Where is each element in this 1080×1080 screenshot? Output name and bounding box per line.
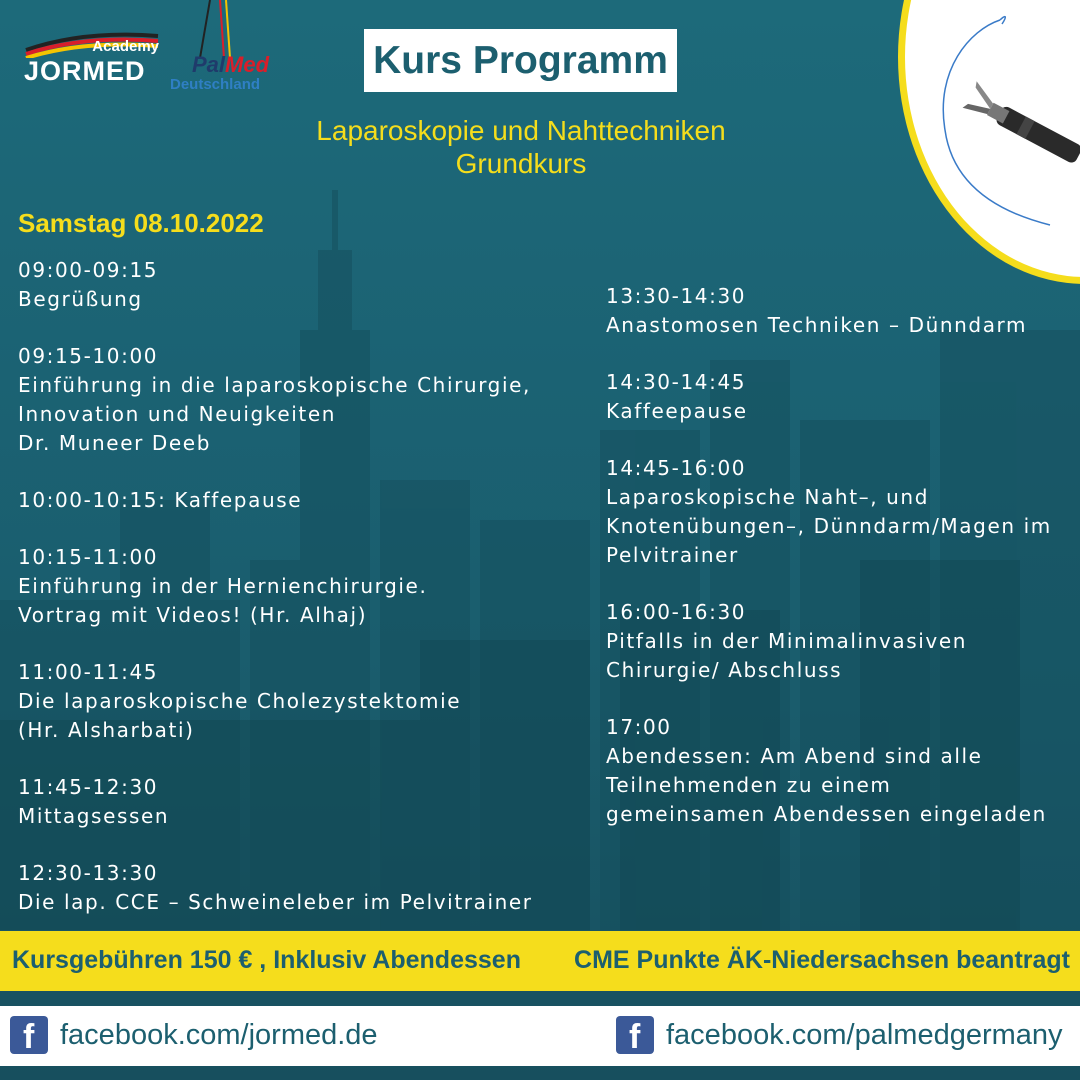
entry-description: Dr. Muneer Deeb xyxy=(18,431,212,455)
program-entry xyxy=(18,773,608,831)
subtitle-line-1: Laparoskopie und Nahttechniken xyxy=(316,115,726,146)
entry-time: 14:45-16:00 xyxy=(606,456,747,480)
entry-time: 11:00-11:45 xyxy=(18,660,159,684)
jormed-academy-text: Academy xyxy=(92,38,159,55)
entry-description: Einführung in der Hernienchirurgie. xyxy=(18,574,428,598)
entry-description: Mittagsessen xyxy=(18,804,170,828)
fee-bar xyxy=(0,931,1080,991)
jormed-logo xyxy=(20,20,165,90)
entry-description: Die laparoskopische Cholezystektomie xyxy=(18,689,462,713)
entry-time: 09:00-09:15 xyxy=(18,258,159,282)
cme-points-text: CME Punkte ÄK-Niedersachsen beantragt xyxy=(574,946,1070,974)
entry-description: Kaffeepause xyxy=(606,399,748,423)
program-date: Samstag 08.10.2022 xyxy=(18,208,264,238)
palmed-name-text xyxy=(192,52,269,78)
palmed-country-text: Deutschland xyxy=(170,76,261,93)
entry-description: Innovation und Neuigkeiten xyxy=(18,402,336,426)
facebook-link-palmed[interactable] xyxy=(616,1016,1063,1054)
entry-time: 09:15-10:00 xyxy=(18,344,159,368)
program-right-column xyxy=(606,282,1076,857)
course-fee-text: Kursgebühren 150 € , Inklusiv Abendessen xyxy=(12,946,521,974)
entry-description: Vortrag mit Videos! (Hr. Alhaj) xyxy=(18,603,368,627)
facebook-link-jormed[interactable] xyxy=(10,1016,378,1054)
page-title: Kurs Programm xyxy=(364,29,677,92)
facebook-glyph: f xyxy=(629,1018,641,1056)
entry-time: 13:30-14:30 xyxy=(606,284,747,308)
facebook-icon xyxy=(10,1016,48,1054)
program-entry xyxy=(606,454,1076,570)
course-subtitle xyxy=(200,114,842,180)
entry-description: Pelvitrainer xyxy=(606,543,739,567)
program-entry xyxy=(18,256,608,314)
entry-time: 10:00-10:15: Kaffepause xyxy=(18,488,303,512)
entry-description: Die lap. CCE – Schweineleber im Pelvitrainer xyxy=(18,890,533,914)
facebook-jormed-text: facebook.com/jormed.de xyxy=(60,1018,378,1051)
program-entry xyxy=(18,342,608,458)
program-entry xyxy=(606,282,1076,340)
program-entry xyxy=(18,859,608,917)
entry-time: 12:30-13:30 xyxy=(18,861,159,885)
palmed-logo xyxy=(168,0,293,95)
facebook-icon xyxy=(616,1016,654,1054)
program-left-column xyxy=(18,256,608,945)
palmed-lines-icon xyxy=(188,0,248,60)
entry-time: 16:00-16:30 xyxy=(606,600,747,624)
program-entry xyxy=(18,658,608,745)
entry-description: (Hr. Alsharbati) xyxy=(18,718,195,742)
entry-description: Einführung in die laparoskopische Chirurgie, xyxy=(18,373,531,397)
entry-time: 17:00 xyxy=(606,715,672,739)
laparoscopic-instrument-icon xyxy=(930,10,1080,260)
entry-description: gemeinsamen Abendessen eingeladen xyxy=(606,802,1047,826)
entry-description: Knotenübungen–, Dünndarm/Magen im xyxy=(606,514,1052,538)
facebook-glyph: f xyxy=(23,1018,35,1056)
program-entry xyxy=(18,486,608,515)
jormed-name-text: JORMED xyxy=(24,56,146,86)
entry-time: 14:30-14:45 xyxy=(606,370,747,394)
entry-description: Laparoskopische Naht–, und xyxy=(606,485,929,509)
program-entry xyxy=(606,713,1076,829)
palmed-pal-text: Pal xyxy=(192,52,226,77)
facebook-palmed-text: facebook.com/palmedgermany xyxy=(666,1018,1063,1051)
subtitle-line-2: Grundkurs xyxy=(455,148,587,179)
entry-time: 10:15-11:00 xyxy=(18,545,159,569)
entry-description: Begrüßung xyxy=(18,287,143,311)
program-entry xyxy=(606,368,1076,426)
entry-description: Pitfalls in der Minimalinvasiven xyxy=(606,629,968,653)
social-bar xyxy=(0,1006,1080,1066)
entry-description: Abendessen: Am Abend sind alle xyxy=(606,744,983,768)
entry-description: Chirurgie/ Abschluss xyxy=(606,658,843,682)
entry-description: Anastomosen Techniken – Dünndarm xyxy=(606,313,1028,337)
program-entry xyxy=(606,598,1076,685)
entry-time: 11:45-12:30 xyxy=(18,775,159,799)
program-entry xyxy=(18,543,608,630)
palmed-med-text: Med xyxy=(225,52,270,77)
entry-description: Teilnehmenden zu einem xyxy=(606,773,892,797)
